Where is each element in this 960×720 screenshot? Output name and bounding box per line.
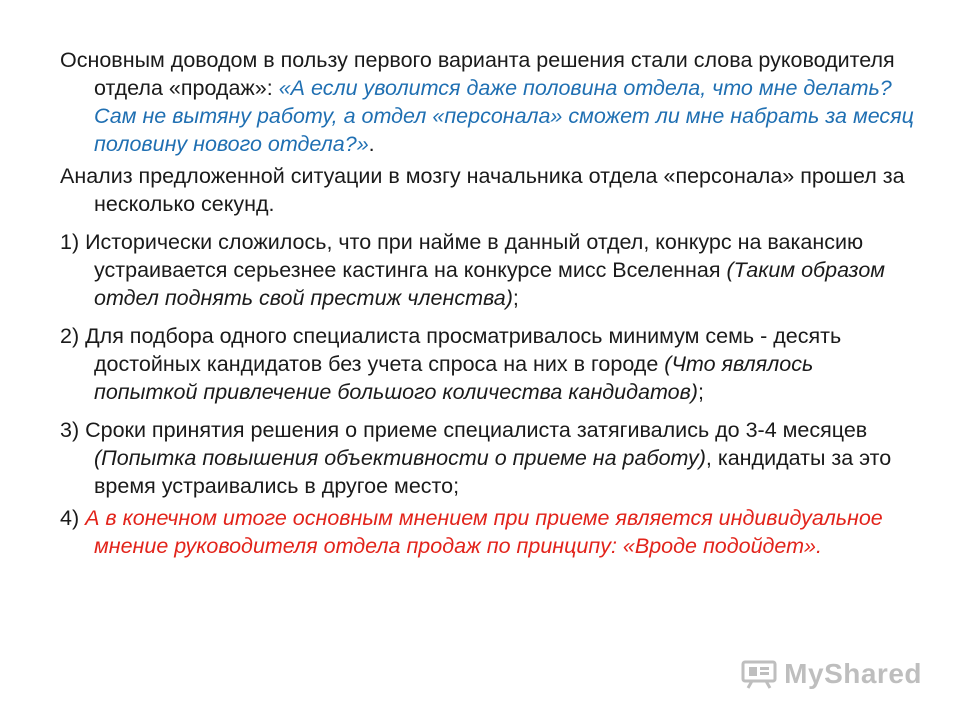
myshared-watermark bbox=[740, 658, 922, 690]
paragraph-analysis bbox=[60, 162, 920, 218]
presentation-board-icon bbox=[740, 659, 778, 689]
point-4-conclusion: А в конечном итоге основным мнением при приеме является индивидуальное мнение руководителя отдела продаж по принципу: «Вроде подойдет». bbox=[85, 506, 883, 558]
point-4-number: 4) bbox=[60, 506, 86, 530]
point-2-end: ; bbox=[697, 380, 704, 404]
paragraph-argument bbox=[60, 46, 920, 158]
watermark-text: MyShared bbox=[784, 658, 922, 689]
point-1-end: ; bbox=[512, 286, 519, 310]
paragraph-point-1 bbox=[60, 228, 920, 312]
argument-text: Основным доводом в пользу первого варианта решения стали слова руководителя отдела «продаж»: bbox=[60, 48, 895, 100]
analysis-text: Анализ предложенной ситуации в мозгу начальника отдела «персонала» прошел за несколько секунд. bbox=[60, 164, 905, 216]
slide-body bbox=[60, 46, 920, 566]
point-3-note: (Попытка повышения объективности о приеме на работу) bbox=[94, 446, 706, 470]
paragraph-point-2 bbox=[60, 322, 920, 406]
argument-end: . bbox=[368, 132, 375, 156]
point-3-text: 3) Сроки принятия решения о приеме специалиста затягивались до 3-4 месяцев bbox=[60, 418, 868, 442]
point-2-note: (Что являлось попыткой привлечение большого количества кандидатов) bbox=[94, 352, 814, 404]
point-1-note: (Таким образом отдел поднять свой престиж членства) bbox=[94, 258, 886, 310]
point-1-text: 1) Исторически сложилось, что при найме в данный отдел, конкурс на вакансию устраивается серьезнее кастинга на конкурсе мисс Вселенная bbox=[60, 230, 864, 282]
paragraph-point-3 bbox=[60, 416, 920, 500]
point-3-end: , кандидаты за это время устраивались в другое место; bbox=[94, 446, 892, 498]
sales-head-quote: «А если уволится даже половина отдела, что мне делать? Сам не вытяну работу, а отдел «персонала» сможет ли мне набрать за месяц половину нового отдела?» bbox=[94, 76, 914, 156]
point-2-text: 2) Для подбора одного специалиста просматривалось минимум семь - десять достойных кандидатов без учета спроса на них в городе bbox=[60, 324, 842, 376]
paragraph-point-4 bbox=[60, 504, 920, 560]
